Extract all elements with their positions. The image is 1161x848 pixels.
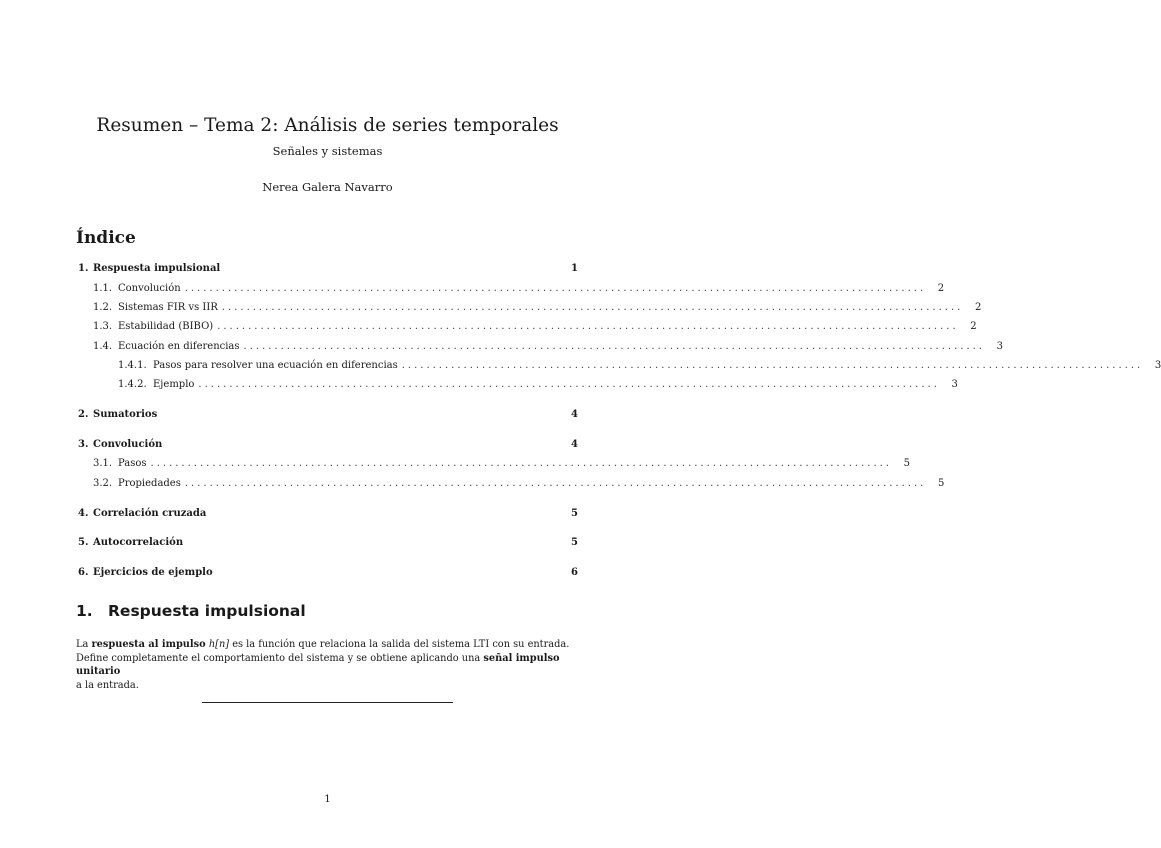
toc-entry-page: 5 — [571, 537, 578, 548]
toc-entry-number: 1.4. — [93, 341, 113, 352]
toc-entry-title: Ejercicios de ejemplo — [93, 567, 213, 578]
toc-entry-number: 3. — [78, 439, 89, 450]
toc-dot-leader: ........................................................................................................................ — [221, 302, 964, 313]
toc-entry-title: Pasos — [118, 458, 147, 469]
toc-entry-title: Convolución — [118, 283, 181, 294]
toc-dot-leader: ........................................................................................................................ — [150, 458, 892, 469]
toc-entry[interactable] — [78, 377, 958, 393]
toc-entry-title: Estabilidad (BIBO) — [118, 321, 214, 332]
toc-dot-leader: ........................................................................................................................ — [243, 341, 985, 352]
para-bold-term: respuesta al impulso — [91, 639, 206, 650]
para-bold-term: señal impulso unitario — [76, 652, 560, 677]
toc-entry[interactable] — [78, 300, 982, 316]
para-text: Define completamente el comportamiento del sistema y se obtiene aplicando una — [76, 652, 484, 664]
toc-entry-title: Correlación cruzada — [93, 508, 207, 519]
toc-entry-number: 5. — [78, 537, 89, 548]
document-author: Nerea Galera Navarro — [262, 180, 393, 194]
toc-entry-title: Ejemplo — [153, 379, 195, 390]
toc-entry-number: 1.4.2. — [118, 379, 147, 390]
toc-entry-number: 1. — [78, 263, 89, 274]
section-heading — [76, 602, 306, 620]
toc-entry-title: Respuesta impulsional — [93, 263, 221, 274]
toc-entry-number: 1.2. — [93, 302, 113, 313]
toc-entry-number: 6. — [78, 567, 89, 578]
toc-entry-page: 3 — [996, 341, 1003, 352]
toc-entry[interactable] — [78, 535, 578, 551]
toc-entry[interactable] — [78, 358, 1161, 374]
toc-entry-page: 3 — [951, 379, 958, 390]
toc-entry[interactable] — [78, 339, 1003, 355]
document-subtitle: Señales y sistemas — [272, 144, 383, 158]
toc-entry[interactable] — [78, 407, 578, 423]
para-math: h[n] — [205, 639, 230, 650]
toc-entry-number: 3.2. — [93, 478, 113, 489]
page-number: 1 — [324, 794, 331, 805]
toc-entry-page: 2 — [974, 302, 982, 313]
toc-entry-title: Autocorrelación — [93, 537, 184, 548]
para-text: a la entrada. — [76, 679, 139, 691]
document-title: Resumen – Tema 2: Análisis de series temporales — [96, 115, 559, 136]
toc-entry-number: 3.1. — [93, 458, 113, 469]
toc-entry[interactable] — [78, 476, 945, 492]
toc-entry-page: 4 — [571, 409, 578, 420]
toc-entry-page: 2 — [937, 283, 945, 294]
toc-entry-page: 4 — [571, 439, 578, 450]
toc-heading: Índice — [76, 228, 136, 248]
section-paragraph — [76, 638, 582, 692]
toc-entry-page: 3 — [1154, 360, 1161, 371]
toc-entry-number: 1.3. — [93, 321, 113, 332]
toc-entry[interactable] — [78, 261, 578, 277]
toc-entry[interactable] — [78, 506, 578, 522]
toc-entry-page: 6 — [571, 567, 578, 578]
toc-dot-leader: ........................................................................................................................ — [198, 379, 940, 390]
section-title: Respuesta impulsional — [108, 602, 306, 620]
toc-entry-page: 1 — [571, 263, 578, 274]
toc-entry-title: Pasos para resolver una ecuación en diferencias — [153, 360, 398, 371]
toc-entry[interactable] — [78, 456, 910, 472]
toc-entry-number: 4. — [78, 508, 89, 519]
toc-entry-title: Sistemas FIR vs IIR — [118, 302, 218, 313]
toc-dot-leader: ........................................................................................................................ — [217, 321, 959, 332]
toc-dot-leader: ........................................................................................................................ — [401, 360, 1144, 371]
toc-dot-leader: ........................................................................................................................ — [184, 283, 927, 294]
toc-entry[interactable] — [78, 319, 977, 335]
footnote-rule — [202, 702, 453, 703]
toc-entry[interactable] — [78, 281, 945, 297]
toc-dot-leader: ........................................................................................................................ — [184, 478, 927, 489]
toc-entry-title: Propiedades — [118, 478, 181, 489]
para-text: es la función que relaciona la salida del sistema LTI con su entrada. — [229, 639, 570, 650]
toc-entry-number: 2. — [78, 409, 89, 420]
toc-entry-page: 5 — [903, 458, 910, 469]
toc-entry-page: 5 — [571, 508, 578, 519]
section-number: 1. — [76, 602, 93, 620]
toc-entry-title: Convolución — [93, 439, 163, 450]
toc-entry[interactable] — [78, 565, 578, 581]
toc-entry-number: 1.1. — [93, 283, 113, 294]
toc-entry[interactable] — [78, 437, 578, 453]
para-text: La — [76, 639, 92, 650]
toc-entry-title: Sumatorios — [93, 409, 158, 420]
toc-entry-page: 2 — [970, 321, 977, 332]
toc-entry-title: Ecuación en diferencias — [118, 341, 240, 352]
toc-entry-page: 5 — [937, 478, 945, 489]
toc-entry-number: 1.4.1. — [118, 360, 147, 371]
